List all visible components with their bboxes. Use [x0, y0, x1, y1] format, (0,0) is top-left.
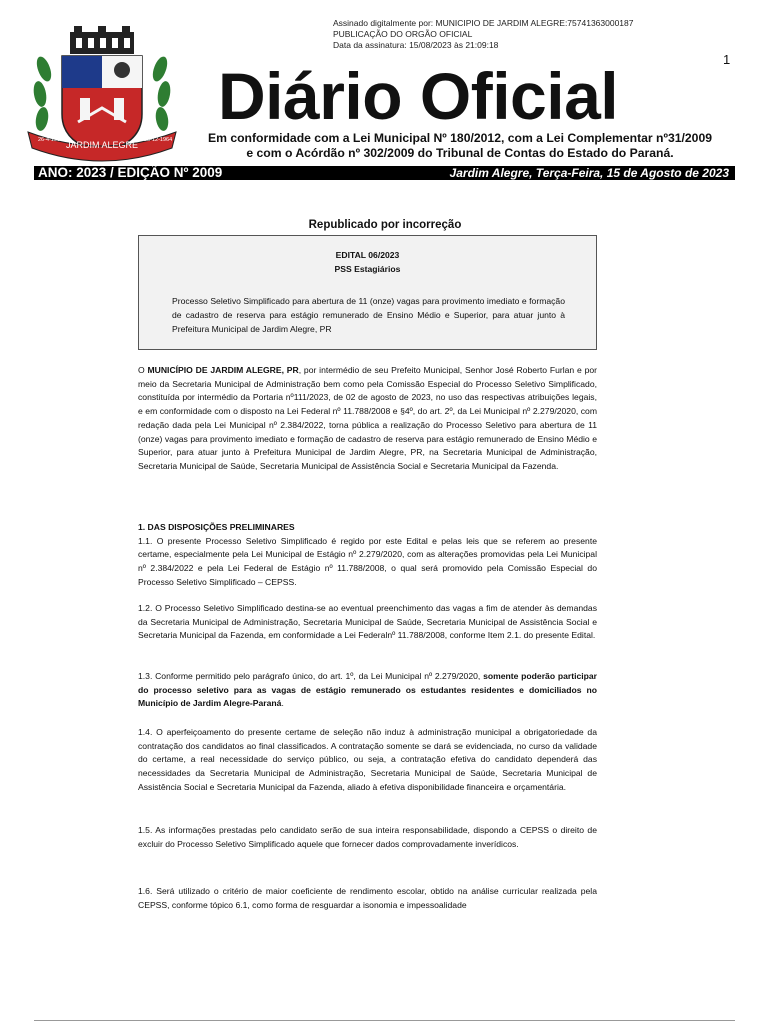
section-1-heading: 1. DAS DISPOSIÇÕES PRELIMINARES [138, 522, 295, 532]
paragraph-1-3-text: 1.3. Conforme permitido pelo parágrafo único, do art. 1º, da Lei Municipal nº 2.279/2020, [138, 671, 484, 681]
intro-prefix: O [138, 365, 148, 375]
page-number: 1 [723, 52, 731, 67]
edition-label: ANO: 2023 / EDIÇÃO Nº 2009 [38, 165, 223, 180]
conformity-line-1: Em conformidade com a Lei Municipal Nº 180/2012, com a Lei Complementar nº31/2009 [207, 131, 713, 145]
edital-number: EDITAL 06/2023 [335, 250, 400, 260]
paragraph-1-6: 1.6. Será utilizado o critério de maior coeficiente de rendimento escolar, obtido na análise curricular realizada pela CEPSS, conforme tópico 6.1, como forma de resguardar a isonomia e impessoalidade [138, 886, 597, 910]
signature-line-1: Assinado digitalmente por: MUNICIPIO DE JARDIM ALEGRE:75741363000187 [333, 18, 634, 28]
footer-divider [34, 1020, 735, 1021]
logo-date-right: 28-12-1964 [144, 137, 173, 143]
municipality-name: MUNICÍPIO DE JARDIM ALEGRE, PR [147, 365, 299, 375]
edital-subtitle: PSS Estagiários [334, 264, 401, 274]
signature-line-3: Data da assinatura: 15/08/2023 às 21:09:18 [333, 40, 499, 50]
section-1 [138, 521, 597, 590]
edition-band [34, 166, 735, 180]
logo-date-left: 26-4-1964 [38, 137, 64, 143]
conformity-statement [180, 131, 740, 161]
intro-paragraph [138, 364, 597, 474]
digital-signature-stamp [333, 18, 633, 51]
edition-date: Jardim Alegre, Terça-Feira, 15 de Agosto de 2023 [449, 166, 729, 180]
paragraph-1-3-emphasis: somente poderão participar do processo seletivo para as vagas de estágio remunerado os estudantes residentes e domiciliados no Município de Jardim Alegre-Paraná [138, 671, 598, 709]
conformity-line-2: e com o Acórdão nº 302/2009 do Tribunal de Contas do Estado do Paraná. [246, 146, 674, 160]
paragraph-1-3-end: . [281, 698, 284, 709]
paragraph-1-3 [138, 670, 597, 711]
paragraph-1-4: 1.4. O aperfeiçoamento do presente certame de seleção não induz à administração municipal a obrigatoriedade da contratação dos candidatos ao final classificados. A contratação somente se dará se evidenciada, no curso da validade do certame, a real necessidade do serviço público, ou seja, a contratação efetiva do candidato dependerá das necessidades da Secretaria Municipal de Administração, Secretaria Municipal de Saúde, Secretaria Municipal de Assistência Social e Secretaria Municipal da Fazenda, aliado à efetiva disponibilidade financeira e orçamentária. [138, 727, 597, 792]
edital-title [139, 248, 596, 276]
masthead-title: Diário Oficial [218, 59, 619, 133]
paragraph-1-5: 1.5. As informações prestadas pelo candidato serão de sua inteira responsabilidade, dispondo a CEPSS o direito de excluir do Processo Seletivo Simplificado aquele que fornecer dados comprovadamente inverídicos. [138, 825, 597, 849]
intro-text: , por intermédio de seu Prefeito Municipal, Senhor José Roberto Furlan e por meio da Secretaria Municipal de Administração bem como pela Comissão Especial do Processo Seletivo Simplificado, constituída por intermédio da Portaria nº111/2023, de 02 de agosto de 2023, no uso das respectivas atribuições legais, e em conformidade com o disposto na Lei Federal nº 11.788/2008 e §4º, do art. 2º, da Lei Municipal nº 2.279/2020, com redação dada pela Lei Municipal nº 2.384/2022, torna pública a realização do Processo Seletivo para abertura de 11 (onze) vagas para provimento imediato e formação de cadastro de reserva para estágio remunerado de Ensino Médio e Superior, para atuar junto à Prefeitura Municipal de Jardim Alegre, PR, na Secretaria Municipal de Administração, Secretaria Municipal de Saúde, Secretaria Municipal de Assistência Social e Secretaria Municipal da Fazenda. [138, 365, 597, 471]
logo-banner-text: JARDIM ALEGRE [65, 140, 139, 150]
edital-description: Processo Seletivo Simplificado para abertura de 11 (onze) vagas para provimento imediato e formação de cadastro de reserva para estágio remunerado de Ensino Médio e Superior, para atuar junto à Prefeitura Municipal de Jardim Alegre, PR [172, 296, 565, 334]
signature-line-2: PUBLICAÇÃO DO ORGÃO OFICIAL [333, 29, 473, 39]
paragraph-1-2: 1.2. O Processo Seletivo Simplificado destina-se ao eventual preenchimento das vagas a fim de atender às demandas da Secretaria Municipal de Administração, Secretaria Municipal de Saúde, Secretaria Municipal de Assistência Social e Secretaria Municipal da Fazenda, em conformidade a Lei Federalnº 11.788/2008, conforme Item 2.1. do presente Edital. [138, 603, 597, 641]
paragraph-1-1: 1.1. O presente Processo Seletivo Simplificado é regido por este Edital e pelas leis que se referem ao presente certame, especialmente pela Lei Municipal de Estágio nº 2.279/2020, com as alterações promovidas pela Lei Municipal nº 2.384/2022 e pela Lei Federal de Estágio nº 11.788/2008, o qual será promovido pela Comissão Especial do Processo Seletivo Simplificado – CEPSS. [138, 535, 597, 587]
edital-header-box [138, 235, 597, 350]
republication-notice: Republicado por incorreção [308, 219, 462, 231]
coat-of-arms-icon [22, 24, 182, 164]
